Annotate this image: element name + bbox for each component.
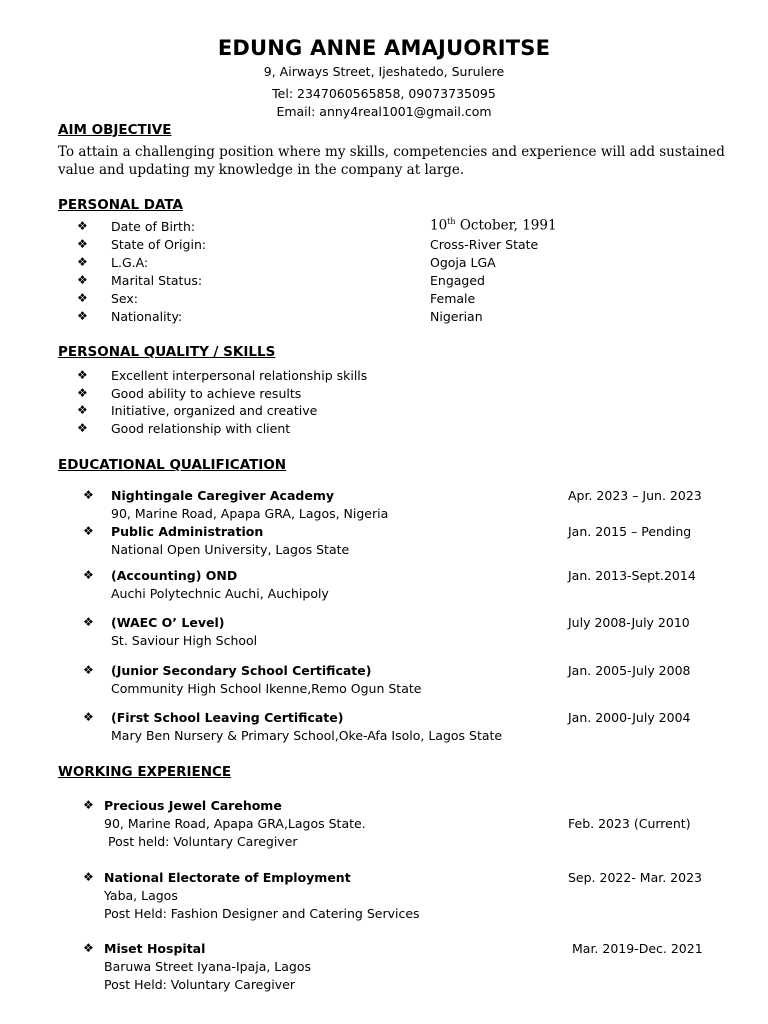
personal-data-value: Cross-River State bbox=[430, 237, 539, 252]
address-line: 9, Airways Street, Ijeshatedo, Surulere bbox=[263, 64, 505, 79]
experience-location: Baruwa Street Iyana-Ipaja, Lagos bbox=[104, 959, 312, 974]
bullet-icon: ❖ bbox=[83, 941, 94, 955]
bullet-icon: ❖ bbox=[77, 421, 88, 435]
bullet-icon: ❖ bbox=[77, 386, 88, 400]
telephone-line: Tel: 2347060565858, 09073735095 bbox=[272, 86, 496, 101]
applicant-name: EDUNG ANNE AMAJUORITSE bbox=[217, 36, 551, 60]
experience-location: 90, Marine Road, Apapa GRA,Lagos State. bbox=[104, 816, 366, 831]
personal-data-label: Marital Status: bbox=[111, 273, 203, 288]
skill-item: Excellent interpersonal relationship skills bbox=[111, 368, 368, 383]
experience-title: National Electorate of Employment bbox=[104, 870, 351, 885]
experience-post: Post Held: Fashion Designer and Catering Services bbox=[104, 906, 420, 921]
personal-data-label: Sex: bbox=[111, 291, 139, 306]
personal-data-value: Ogoja LGA bbox=[430, 255, 496, 270]
bullet-icon: ❖ bbox=[83, 524, 94, 538]
education-title: (WAEC O’ Level) bbox=[111, 615, 225, 630]
personal-data-label: State of Origin: bbox=[111, 237, 207, 252]
education-title: Public Administration bbox=[111, 524, 264, 539]
bullet-icon: ❖ bbox=[77, 273, 88, 287]
objective-heading: AIM OBJECTIVE bbox=[58, 122, 172, 138]
education-date: Jan. 2000-July 2004 bbox=[568, 710, 691, 725]
personal-data-label: L.G.A: bbox=[111, 255, 149, 270]
personal-data-value: 10th October, 1991 bbox=[430, 217, 557, 234]
bullet-icon: ❖ bbox=[77, 403, 88, 417]
education-title: Nightingale Caregiver Academy bbox=[111, 488, 334, 503]
education-detail: St. Saviour High School bbox=[111, 633, 258, 648]
experience-heading: WORKING EXPERIENCE bbox=[58, 764, 232, 780]
education-title: (Accounting) OND bbox=[111, 568, 238, 583]
personal-data-label: Date of Birth: bbox=[111, 219, 196, 234]
personal-data-heading: PERSONAL DATA bbox=[58, 197, 183, 213]
experience-post: Post held: Voluntary Caregiver bbox=[108, 834, 298, 849]
bullet-icon: ❖ bbox=[77, 368, 88, 382]
education-detail: Mary Ben Nursery & Primary School,Oke-Afa Isolo, Lagos State bbox=[111, 728, 503, 743]
experience-title: Miset Hospital bbox=[104, 941, 206, 956]
personal-data-value: Engaged bbox=[430, 273, 485, 288]
bullet-icon: ❖ bbox=[77, 219, 88, 233]
personal-data-value: Nigerian bbox=[430, 309, 483, 324]
experience-title: Precious Jewel Carehome bbox=[104, 798, 282, 813]
experience-date: Sep. 2022- Mar. 2023 bbox=[568, 870, 702, 885]
education-title: (Junior Secondary School Certificate) bbox=[111, 663, 372, 678]
education-date: July 2008-July 2010 bbox=[568, 615, 690, 630]
experience-date: Feb. 2023 (Current) bbox=[568, 816, 691, 831]
experience-date: Mar. 2019-Dec. 2021 bbox=[572, 941, 703, 956]
education-heading: EDUCATIONAL QUALIFICATION bbox=[58, 457, 287, 473]
skill-item: Good relationship with client bbox=[111, 421, 291, 436]
bullet-icon: ❖ bbox=[77, 291, 88, 305]
bullet-icon: ❖ bbox=[77, 309, 88, 323]
personal-data-label: Nationality: bbox=[111, 309, 183, 324]
email-line: Email: anny4real1001@gmail.com bbox=[276, 104, 492, 119]
objective-text: To attain a challenging position where my skills, competencies and experience will add sustained value and updating my knowledge in the company at large. bbox=[58, 144, 725, 178]
bullet-icon: ❖ bbox=[77, 255, 88, 269]
bullet-icon: ❖ bbox=[83, 568, 94, 582]
education-detail: 90, Marine Road, Apapa GRA, Lagos, Nigeria bbox=[111, 506, 389, 521]
bullet-icon: ❖ bbox=[83, 663, 94, 677]
bullet-icon: ❖ bbox=[83, 488, 94, 502]
skills-heading: PERSONAL QUALITY / SKILLS bbox=[58, 344, 276, 360]
education-date: Jan. 2013-Sept.2014 bbox=[568, 568, 696, 583]
education-date: Jan. 2005-July 2008 bbox=[568, 663, 691, 678]
education-date: Jan. 2015 – Pending bbox=[568, 524, 692, 539]
experience-location: Yaba, Lagos bbox=[104, 888, 178, 903]
bullet-icon: ❖ bbox=[83, 710, 94, 724]
education-date: Apr. 2023 – Jun. 2023 bbox=[568, 488, 702, 503]
education-detail: Auchi Polytechnic Auchi, Auchipoly bbox=[111, 586, 329, 601]
personal-data-value: Female bbox=[430, 291, 476, 306]
bullet-icon: ❖ bbox=[83, 870, 94, 884]
bullet-icon: ❖ bbox=[83, 798, 94, 812]
education-detail: Community High School Ikenne,Remo Ogun State bbox=[111, 681, 422, 696]
bullet-icon: ❖ bbox=[83, 615, 94, 629]
education-title: (First School Leaving Certificate) bbox=[111, 710, 344, 725]
skill-item: Initiative, organized and creative bbox=[111, 403, 318, 418]
experience-post: Post Held: Voluntary Caregiver bbox=[104, 977, 296, 992]
skill-item: Good ability to achieve results bbox=[111, 386, 302, 401]
education-detail: National Open University, Lagos State bbox=[111, 542, 350, 557]
bullet-icon: ❖ bbox=[77, 237, 88, 251]
